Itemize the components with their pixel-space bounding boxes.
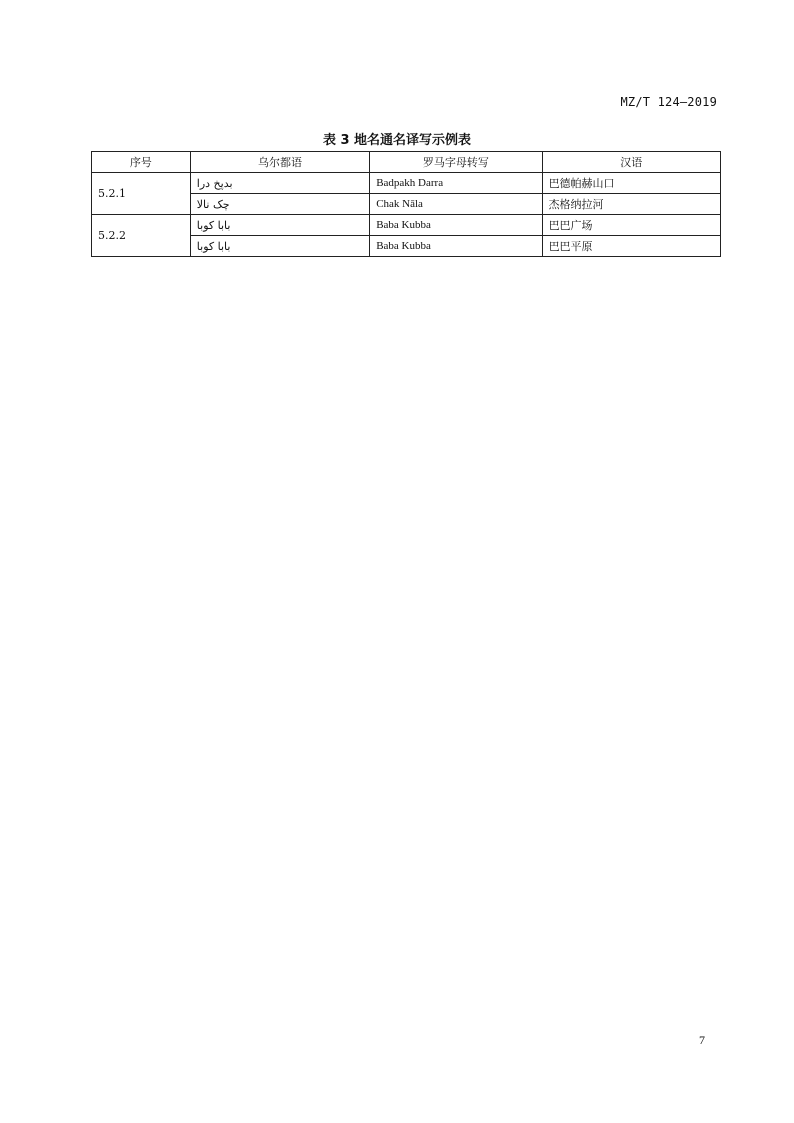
roman-cell: Baba Kubba [370, 236, 542, 257]
urdu-cell [190, 173, 369, 194]
urdu-text: بدپخ درا [196, 176, 233, 190]
roman-cell: Chak Nāla [370, 194, 542, 215]
header-urdu: 乌尔都语 [190, 152, 369, 173]
urdu-cell [190, 236, 369, 257]
table-row [92, 215, 721, 236]
table-title: 表 3 地名通名译写示例表 [322, 133, 472, 148]
urdu-cell [190, 215, 369, 236]
chinese-cell: 杰格纳拉河 [542, 194, 720, 215]
urdu-text: بابا کوبا [196, 218, 231, 232]
seq-cell: 5.2.2 [92, 215, 191, 257]
roman-cell: Baba Kubba [370, 215, 542, 236]
urdu-text: چک نالا [196, 197, 230, 211]
urdu-cell [190, 194, 369, 215]
place-name-translation-table [91, 151, 721, 257]
header-chinese: 汉语 [542, 152, 720, 173]
seq-cell: 5.2.1 [92, 173, 191, 215]
header-roman: 罗马字母转写 [370, 152, 542, 173]
page-number: 7 [699, 1033, 705, 1047]
table-row [92, 173, 721, 194]
urdu-text: بابا کوبا [196, 239, 231, 253]
header-seq: 序号 [92, 152, 191, 173]
table-header-row [92, 152, 721, 173]
chinese-cell: 巴巴平原 [542, 236, 720, 257]
roman-cell: Badpakh Darra [370, 173, 542, 194]
chinese-cell: 巴巴广场 [542, 215, 720, 236]
chinese-cell: 巴德帕赫山口 [542, 173, 720, 194]
standard-number: MZ/T 124—2019 [620, 95, 717, 109]
